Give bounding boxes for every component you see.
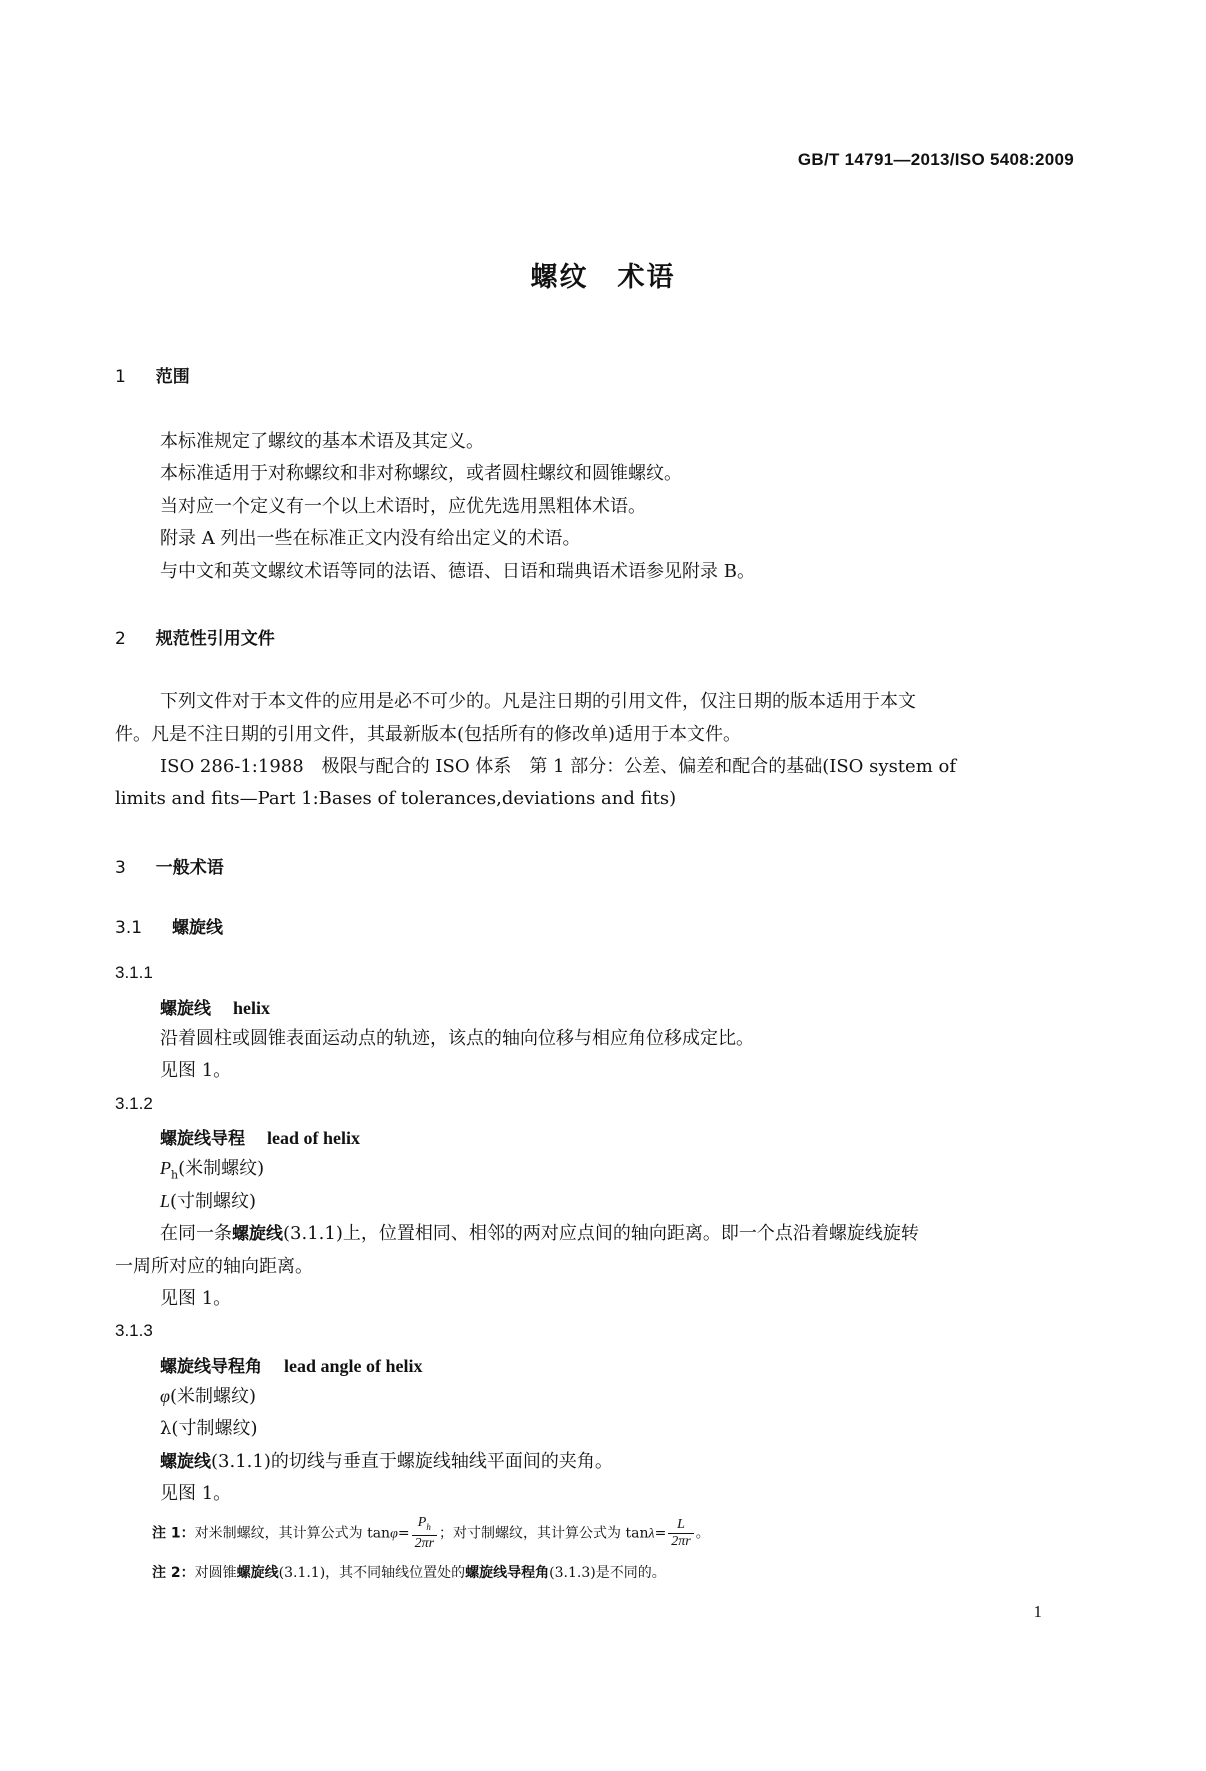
symbol-inch: [160, 1185, 256, 1218]
section-number: 1: [115, 367, 126, 387]
symbol-note: (寸制螺纹): [171, 1418, 258, 1439]
section-title: 规范性引用文件: [155, 629, 275, 649]
note-text: 对圆锥: [194, 1565, 237, 1581]
cross-ref-term: 螺旋线导程角: [465, 1565, 550, 1581]
scope-paragraph-5: 与中文和英文螺纹术语等同的法语、德语、日语和瑞典语术语参见附录 B。: [160, 561, 755, 582]
formula-fraction-inch: [668, 1517, 693, 1550]
cross-ref-term: 螺旋线: [160, 1452, 211, 1472]
definition-text: 在同一条: [160, 1223, 232, 1244]
section-1-heading: [115, 362, 190, 387]
fraction-denominator: 2πr: [671, 1533, 691, 1549]
iso-reference-line2: limits and fits—Part 1:Bases of tolerances,deviations and fits): [115, 788, 677, 809]
section-title: 螺旋线: [171, 918, 223, 938]
document-title: 螺纹 术语: [530, 262, 676, 293]
section-title: 范围: [155, 367, 190, 387]
section-title: 一般术语: [155, 858, 224, 878]
term-en: lead angle of helix: [284, 1356, 423, 1376]
numerator-subscript: h: [426, 1521, 431, 1532]
figure-reference: 见图 1。: [160, 1060, 232, 1081]
term-zh: 螺旋线: [160, 999, 211, 1019]
term-definition: 沿着圆柱或圆锥表面运动点的轨迹，该点的轴向位移与相应角位移成定比。: [160, 1028, 754, 1049]
scope-paragraph-4: 附录 A 列出一些在标准正文内没有给出定义的术语。: [160, 528, 581, 549]
numerator-symbol: P: [417, 1515, 427, 1530]
section-2-heading: [115, 624, 275, 649]
iso-reference-line1: ISO 286-1:1988 极限与配合的 ISO 体系 第 1 部分：公差、偏差和配合的基础(ISO system of: [160, 756, 956, 777]
math-operator: =: [397, 1525, 410, 1542]
symbol-letter: L: [160, 1191, 171, 1211]
math-operator: =: [654, 1525, 667, 1542]
note-label: 注 1：: [152, 1525, 195, 1542]
section-3-heading: [115, 853, 224, 878]
note-text: (3.1.3)是不同的。: [549, 1565, 666, 1581]
symbol-letter: φ: [160, 1386, 170, 1406]
fraction-numerator: [412, 1515, 437, 1536]
scope-paragraph-1: 本标准规定了螺纹的基本术语及其定义。: [160, 431, 484, 452]
note-text: (3.1.1)，其不同轴线位置处的: [278, 1565, 466, 1581]
term-lead-angle-of-helix: [160, 1352, 423, 1377]
symbol-letter: λ: [160, 1418, 172, 1439]
symbol-subscript: h: [171, 1168, 179, 1182]
section-3-1-heading: [115, 913, 223, 938]
scope-paragraph-2: 本标准适用于对称螺纹和非对称螺纹，或者圆柱螺纹和圆锥螺纹。: [160, 463, 682, 484]
symbol-letter: P: [160, 1158, 171, 1178]
note-text: 对米制螺纹，其计算公式为 tan: [194, 1525, 391, 1542]
term-number-3-1-1: 3.1.1: [115, 963, 153, 982]
note-label: 注 2：: [152, 1565, 195, 1581]
symbol-metric: [160, 1380, 256, 1413]
page-number: 1: [1033, 1602, 1042, 1621]
fraction-denominator: 2πr: [414, 1535, 435, 1551]
symbol-note: (米制螺纹): [169, 1386, 257, 1407]
cross-ref-term: 螺旋线: [232, 1224, 283, 1244]
term-zh: 螺旋线导程角: [160, 1357, 262, 1377]
term-number-3-1-2: 3.1.2: [115, 1094, 153, 1113]
term-en: lead of helix: [267, 1128, 360, 1148]
note-text: ；对寸制螺纹，其计算公式为 tan: [439, 1525, 649, 1542]
symbol-note: (寸制螺纹): [170, 1191, 257, 1212]
note-1: [152, 1515, 710, 1552]
normative-refs-intro-line2: 件。凡是不注日期的引用文件，其最新版本(包括所有的修改单)适用于本文件。: [115, 724, 742, 745]
symbol-inch: [160, 1412, 257, 1445]
note-2: [152, 1562, 666, 1582]
term-number-3-1-3: 3.1.3: [115, 1321, 153, 1340]
fraction-numerator: L: [668, 1517, 693, 1534]
symbol-note: (米制螺纹): [178, 1158, 265, 1179]
term-en: helix: [233, 998, 271, 1018]
definition-text: (3.1.1)上，位置相同、相邻的两对应点间的轴向距离。即一个点沿着螺旋线旋转: [283, 1223, 919, 1244]
cross-ref-term: 螺旋线: [236, 1565, 279, 1581]
math-symbol: λ: [648, 1526, 655, 1542]
formula-fraction-metric: [412, 1515, 437, 1552]
definition-text: (3.1.1)的切线与垂直于螺旋线轴线平面间的夹角。: [211, 1451, 613, 1472]
term-definition-line2: 一周所对应的轴向距离。: [115, 1256, 313, 1277]
figure-reference: 见图 1。: [160, 1288, 232, 1309]
section-number: 3: [115, 858, 126, 878]
normative-refs-intro-line1: 下列文件对于本文件的应用是必不可少的。凡是注日期的引用文件，仅注日期的版本适用于本文: [160, 691, 916, 712]
term-zh: 螺旋线导程: [160, 1129, 245, 1149]
math-symbol: φ: [390, 1526, 398, 1542]
standard-number-header: GB/T 14791—2013/ISO 5408:2009: [797, 150, 1074, 169]
term-definition-line1: [160, 1217, 919, 1251]
term-helix: [160, 994, 270, 1019]
section-number: 2: [115, 629, 126, 649]
term-definition: [160, 1445, 613, 1479]
scope-paragraph-3: 当对应一个定义有一个以上术语时，应优先选用黑粗体术语。: [160, 496, 646, 517]
note-text: 。: [695, 1525, 710, 1542]
section-number: 3.1: [115, 918, 143, 938]
figure-reference: 见图 1。: [160, 1483, 232, 1504]
term-lead-of-helix: [160, 1124, 360, 1149]
